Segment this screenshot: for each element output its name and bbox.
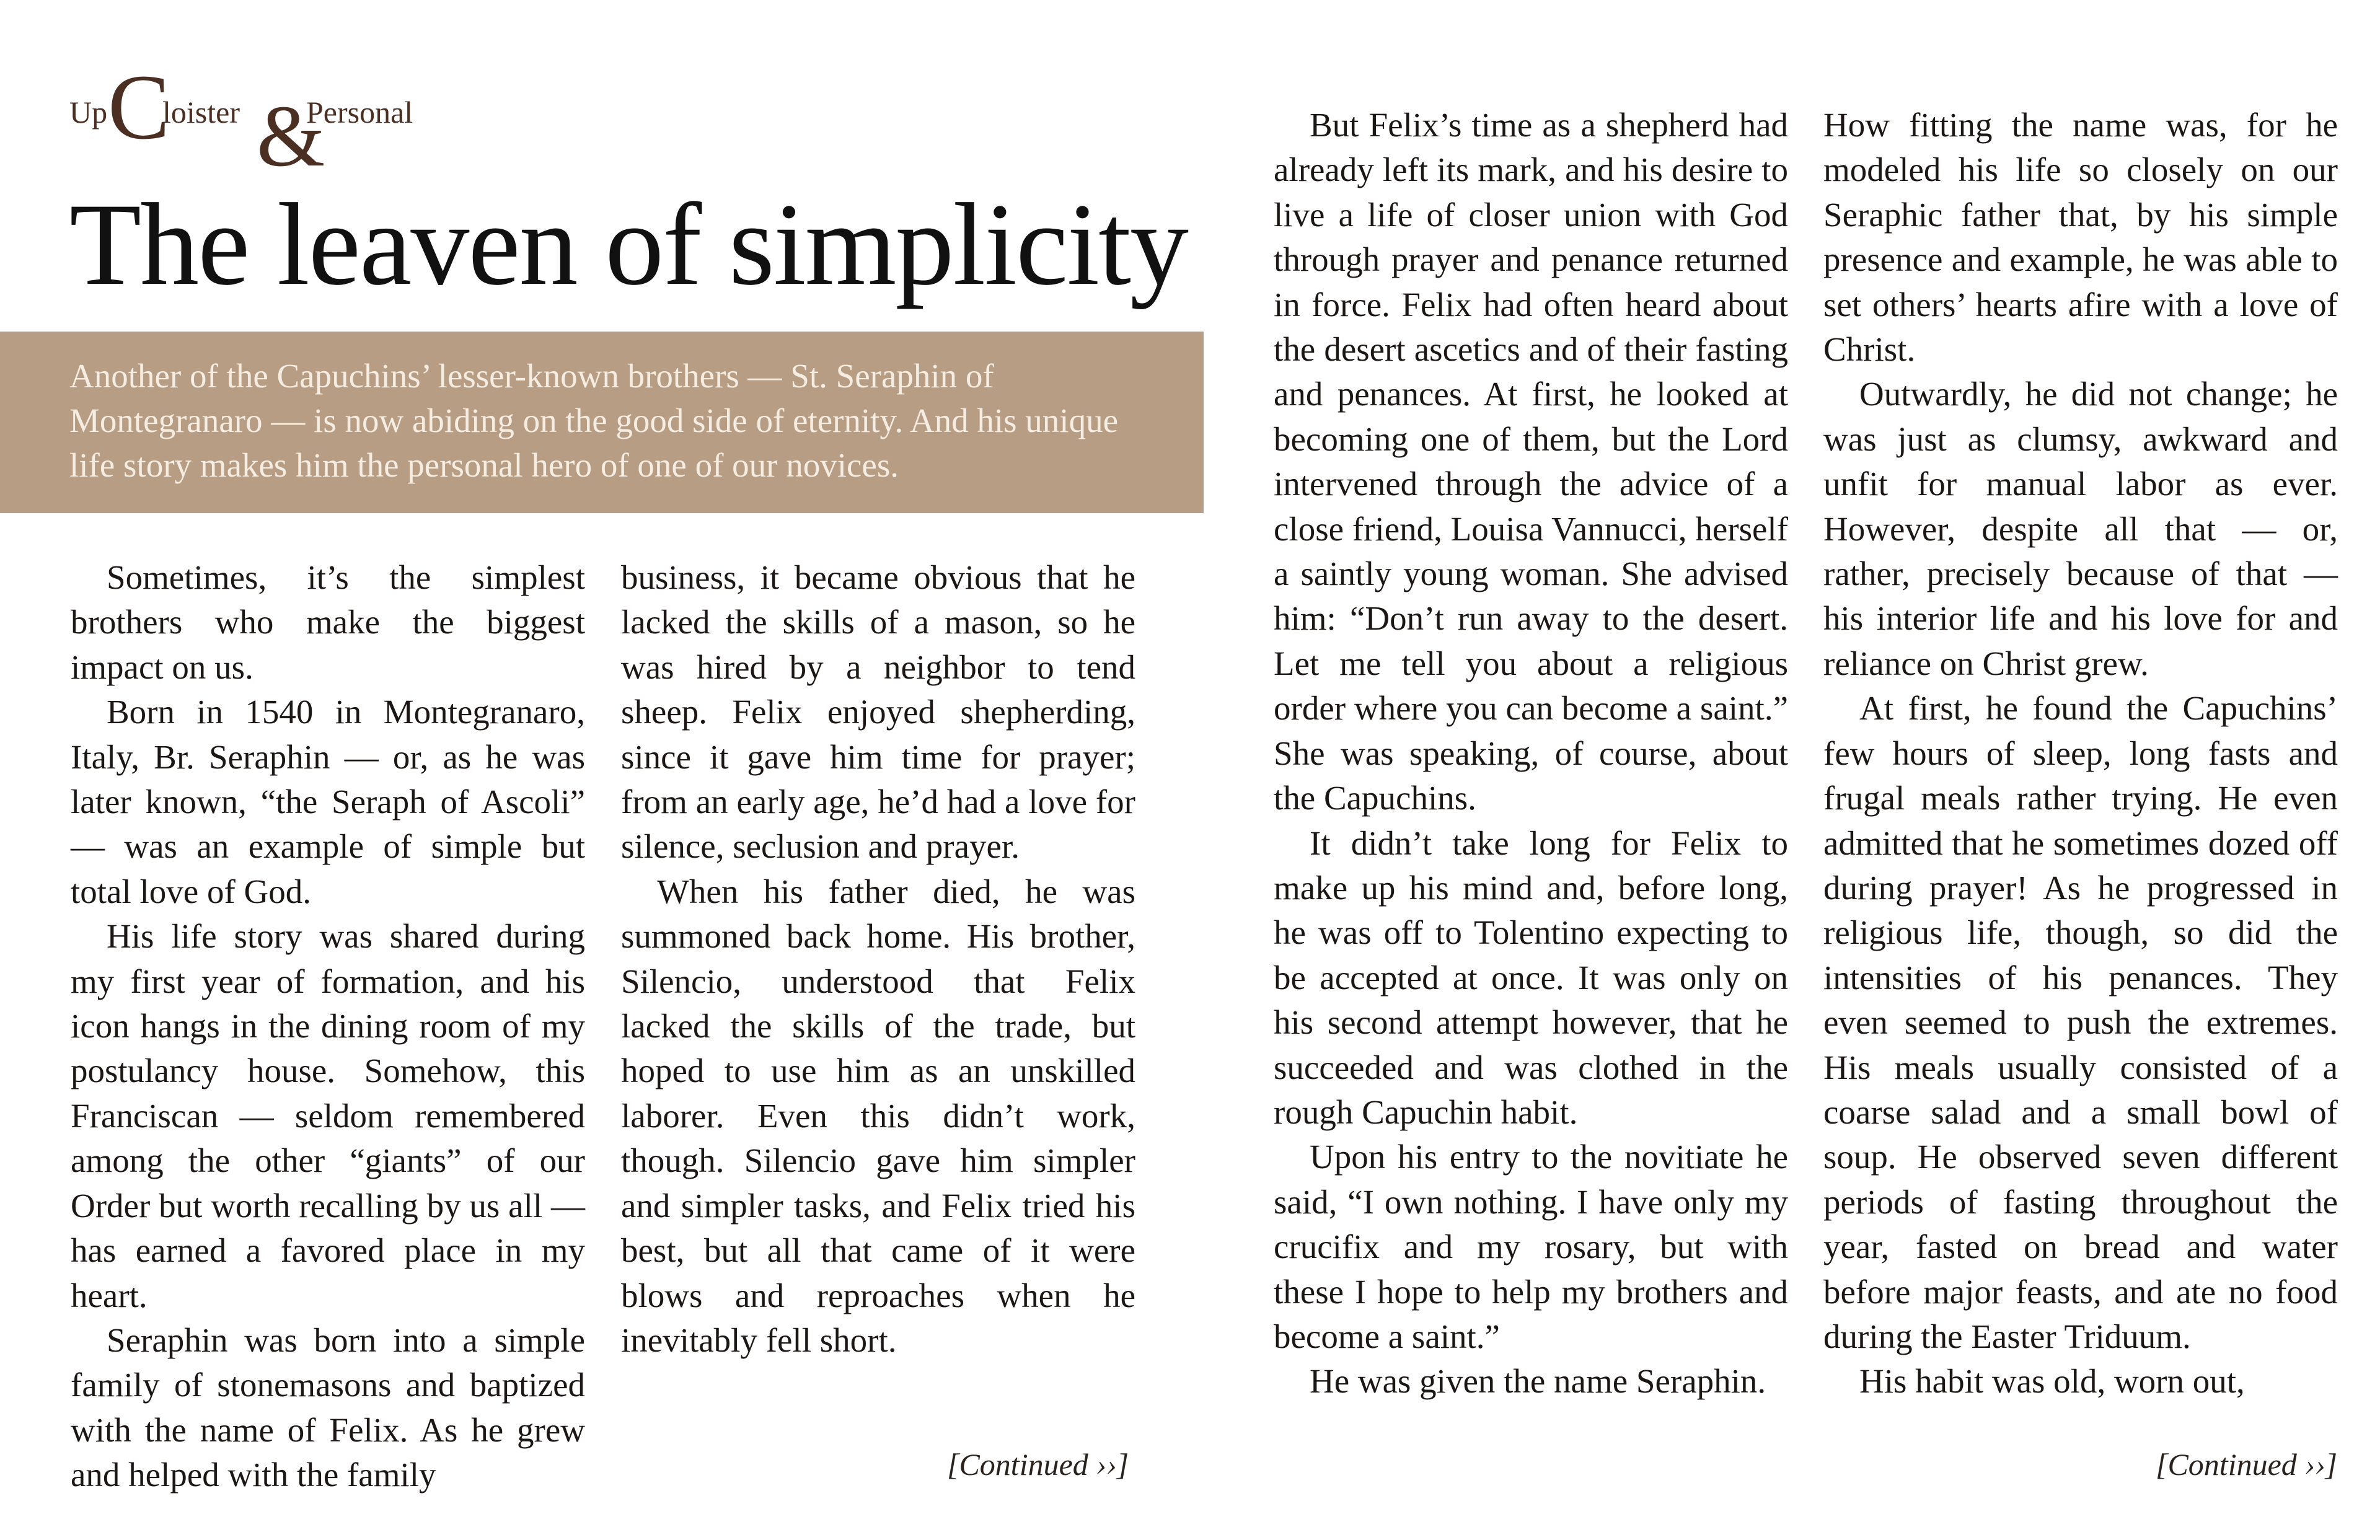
continued-link[interactable]: [Continued ››] xyxy=(2156,1447,2338,1482)
paragraph: Seraphin was born into a simple family of stonemasons and baptized with the name of Felix. As he grew and helped with the family xyxy=(71,1321,585,1494)
paragraph: It didn’t take long for Felix to make up his mind and, before long, he was off to Tolentino expecting to be accepted at once. It was only on his second attempt however, that he succeeded and was clothed in the rough Capuchin habit. xyxy=(1274,824,1788,1131)
paragraph: Upon his entry to the novitiate he said, “I own nothing. I have only my crucifix and my rosary, but with these I hope to help my brothers and become a saint.” xyxy=(1274,1138,1788,1355)
deck-text: Another of the Capuchins’ lesser-known brothers — St. Seraphin of Montegranaro — is now abiding on the good side of eternity. And his unique life story makes him the personal hero of one of our novices. xyxy=(69,357,1119,484)
logo-cloister: loister xyxy=(162,95,240,130)
paragraph: business, it became obvious that he lacked the skills of a mason, so he was hired by a neighbor to tend sheep. Felix enjoyed shepherding, since it gave him time for prayer; from an early age, he’d had a love for silence, seclusion and prayer. xyxy=(621,558,1135,866)
right-column-2 xyxy=(1823,103,2338,1404)
section-logo xyxy=(69,56,416,185)
paragraph: When his father died, he was summoned back home. His brother, Silencio, understood that Felix lacked the skills of the trade, but hoped to use him as an unskilled laborer. Even this didn’t work, though. Silencio gave him simpler and simpler tasks, and Felix tried his best, but all that came of it were blows and reproaches when he inevitably fell short. xyxy=(621,872,1135,1359)
paragraph: His life story was shared during my first year of formation, and his icon hangs in the dining room of my postulancy house. Somehow, this Franciscan — seldom remembered among the other “giants” of our Order but worth recalling by us all — has earned a favored place in my heart. xyxy=(71,917,585,1314)
article-deck xyxy=(0,332,1204,513)
paragraph: Born in 1540 in Montegranaro, Italy, Br. Seraphin — or, as he was later known, “the Seraph of Ascoli” — was an example of simple but total love of God. xyxy=(71,693,585,910)
left-column-2 xyxy=(621,555,1135,1363)
paragraph: But Felix’s time as a shepherd had already left its mark, and his desire to live a life of closer union with God through prayer and penance returned in force. Felix had often heard about the desert ascetics and of their fasting and penances. At first, he looked at becoming one of them, but the Lord intervened through the advice of a close friend, Louisa Vannucci, herself a saintly young woman. She advised him: “Don’t run away to the desert. Let me tell you about a religious order where you can become a saint.” She was speaking, of course, about the Capuchins. xyxy=(1274,106,1788,817)
logo-personal: Personal xyxy=(306,95,413,130)
continued-link[interactable]: [Continued ››] xyxy=(947,1447,1129,1482)
logo-big-c: C xyxy=(108,56,170,159)
paragraph: How fitting the name was, for he modeled his life so closely on our Seraphic father that, by his simple presence and example, he was able to set others’ hearts afire with a love of Christ. xyxy=(1823,106,2338,369)
right-page xyxy=(1190,0,2380,1540)
logo-up: Up xyxy=(69,95,108,130)
paragraph: At first, he found the Capuchins’ few hours of sleep, long fasts and frugal meals rather trying. He even admitted that he sometimes dozed off during prayer! As he progressed in religious life, though, so did the intensities of his penances. They even seemed to push the extremes. His meals usually consisted of a coarse salad and a small bowl of soup. He observed seven different periods of fasting throughout the year, fasted on bread and water before major feasts, and ate no food during the Easter Triduum. xyxy=(1823,689,2338,1355)
article-title: The leaven of simplicity xyxy=(69,180,1188,310)
paragraph: His habit was old, worn out, xyxy=(1859,1362,2245,1401)
left-column-1 xyxy=(71,555,585,1498)
right-column-1 xyxy=(1274,103,1788,1404)
logo-ampersand: & xyxy=(257,87,325,185)
paragraph: Sometimes, it’s the simplest brothers who make the biggest impact on us. xyxy=(71,558,585,686)
paragraph: He was given the name Seraphin. xyxy=(1310,1362,1766,1401)
paragraph: Outwardly, he did not change; he was just as clumsy, awkward and unfit for manual labor as ever. However, despite all that — or, rather, precisely because of that — his interior life and his love for and reliance on Christ grew. xyxy=(1823,375,2338,682)
